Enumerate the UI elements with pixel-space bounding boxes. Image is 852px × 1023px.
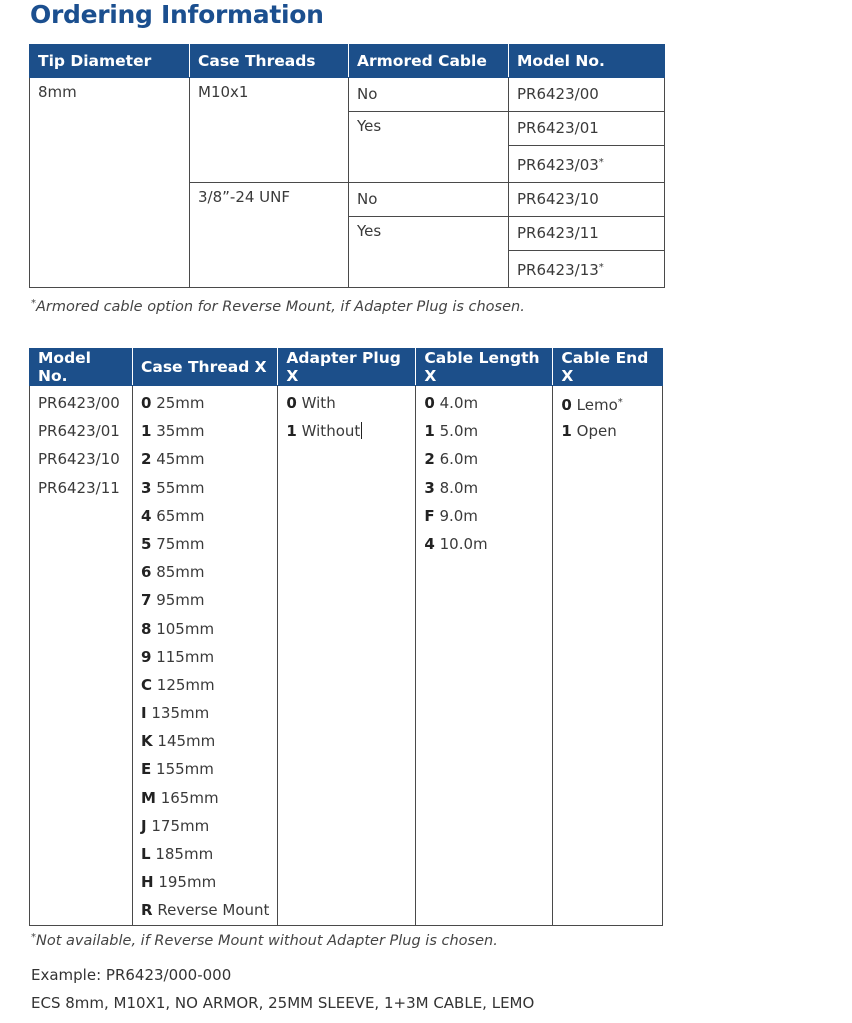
list-item: 3 55mm	[141, 478, 205, 497]
header-model-no: Model No.	[30, 349, 133, 386]
armored-cell: Yes	[349, 217, 509, 288]
table-header-row	[30, 349, 663, 386]
list-item: J 175mm	[141, 816, 210, 835]
header-tip-diameter: Tip Diameter	[30, 45, 190, 78]
list-item: 1 5.0m	[424, 422, 479, 441]
list-item: 0 25mm	[141, 394, 205, 412]
list-item: R Reverse Mount	[141, 901, 270, 920]
list-item: L 185mm	[141, 845, 214, 863]
asterisk-mark: *	[598, 157, 604, 168]
header-model-no: Model No.	[509, 45, 665, 78]
list-item: F 9.0m	[424, 506, 478, 525]
armored-cell: No	[349, 183, 509, 217]
model-text: PR6423/11	[517, 224, 599, 242]
list-item: K 145mm	[141, 732, 216, 751]
list-item: C 125mm	[141, 675, 215, 694]
list-item: 8 105mm	[141, 619, 215, 638]
list-item: I 135mm	[141, 704, 210, 723]
model-text: PR6423/13	[517, 261, 599, 279]
table-row	[30, 78, 665, 112]
list-item: 0 With	[286, 394, 336, 412]
list-item: PR6423/01	[38, 422, 120, 441]
tip-diameter-cell: 8mm	[30, 78, 190, 288]
list-item: 0 4.0m	[424, 394, 479, 412]
model-cell	[509, 112, 665, 146]
list-item: 1 Open	[561, 422, 617, 441]
table-row	[30, 386, 663, 926]
footnote-mark: *	[31, 298, 36, 309]
adapter-plug-column	[278, 386, 416, 926]
list-item: M 165mm	[141, 788, 219, 807]
model-text: PR6423/00	[517, 85, 599, 103]
asterisk-mark: *	[598, 262, 604, 273]
footnote-mark: *	[31, 932, 36, 943]
armored-cell: Yes	[349, 112, 509, 183]
example-code: Example: PR6423/000-000	[31, 966, 232, 984]
list-item: E 155mm	[141, 760, 214, 779]
model-text: PR6423/01	[517, 119, 599, 137]
model-code-table	[29, 348, 663, 926]
case-thread-cell: M10x1	[190, 78, 349, 183]
model-cell	[509, 146, 665, 183]
footnote-text: Not available, if Reverse Mount without Adapter Plug is chosen.	[36, 933, 498, 949]
footnote-reverse-mount	[31, 932, 498, 949]
case-thread-column	[133, 386, 278, 926]
list-item: 1 Without	[286, 422, 361, 441]
model-text: PR6423/03	[517, 156, 599, 174]
cable-length-column	[416, 386, 553, 926]
case-thread-cell: 3/8”-24 UNF	[190, 183, 349, 288]
cable-end-column	[553, 386, 663, 926]
list-item: 3 8.0m	[424, 478, 479, 497]
model-cell	[509, 251, 665, 288]
model-cell	[509, 78, 665, 112]
list-item: 4 65mm	[141, 506, 205, 525]
list-item: 5 75mm	[141, 534, 205, 553]
list-item: 7 95mm	[141, 591, 205, 610]
list-item: 4 10.0m	[424, 534, 488, 553]
ordering-table	[29, 44, 665, 288]
header-armored-cable: Armored Cable	[349, 45, 509, 78]
list-item: PR6423/00	[38, 394, 120, 412]
header-case-thread-x: Case Thread X	[133, 349, 278, 386]
list-item: 1 35mm	[141, 422, 205, 441]
header-cable-length-x: Cable Length X	[416, 349, 553, 386]
list-item: 0 Lemo*	[561, 396, 623, 414]
list-item: PR6423/10	[38, 450, 120, 469]
footnote-text: Armored cable option for Reverse Mount, if Adapter Plug is chosen.	[36, 299, 525, 315]
page-title: Ordering Information	[30, 0, 324, 29]
model-text: PR6423/10	[517, 190, 599, 208]
models-column	[30, 386, 133, 926]
text-cursor	[361, 422, 362, 439]
list-item: 9 115mm	[141, 647, 215, 666]
model-cell	[509, 217, 665, 251]
header-adapter-plug-x: Adapter Plug X	[278, 349, 416, 386]
list-item: PR6423/11	[38, 478, 120, 497]
list-item: 2 6.0m	[424, 450, 479, 469]
table-header-row	[30, 45, 665, 78]
header-cable-end-x: Cable End X	[553, 349, 663, 386]
list-item: H 195mm	[141, 873, 217, 892]
header-case-threads: Case Threads	[190, 45, 349, 78]
model-cell	[509, 183, 665, 217]
list-item: 2 45mm	[141, 450, 205, 469]
example-description: ECS 8mm, M10X1, NO ARMOR, 25MM SLEEVE, 1+3M CABLE, LEMO	[31, 994, 535, 1012]
armored-cell: No	[349, 78, 509, 112]
list-item: 6 85mm	[141, 563, 205, 582]
footnote-armored	[31, 298, 525, 315]
